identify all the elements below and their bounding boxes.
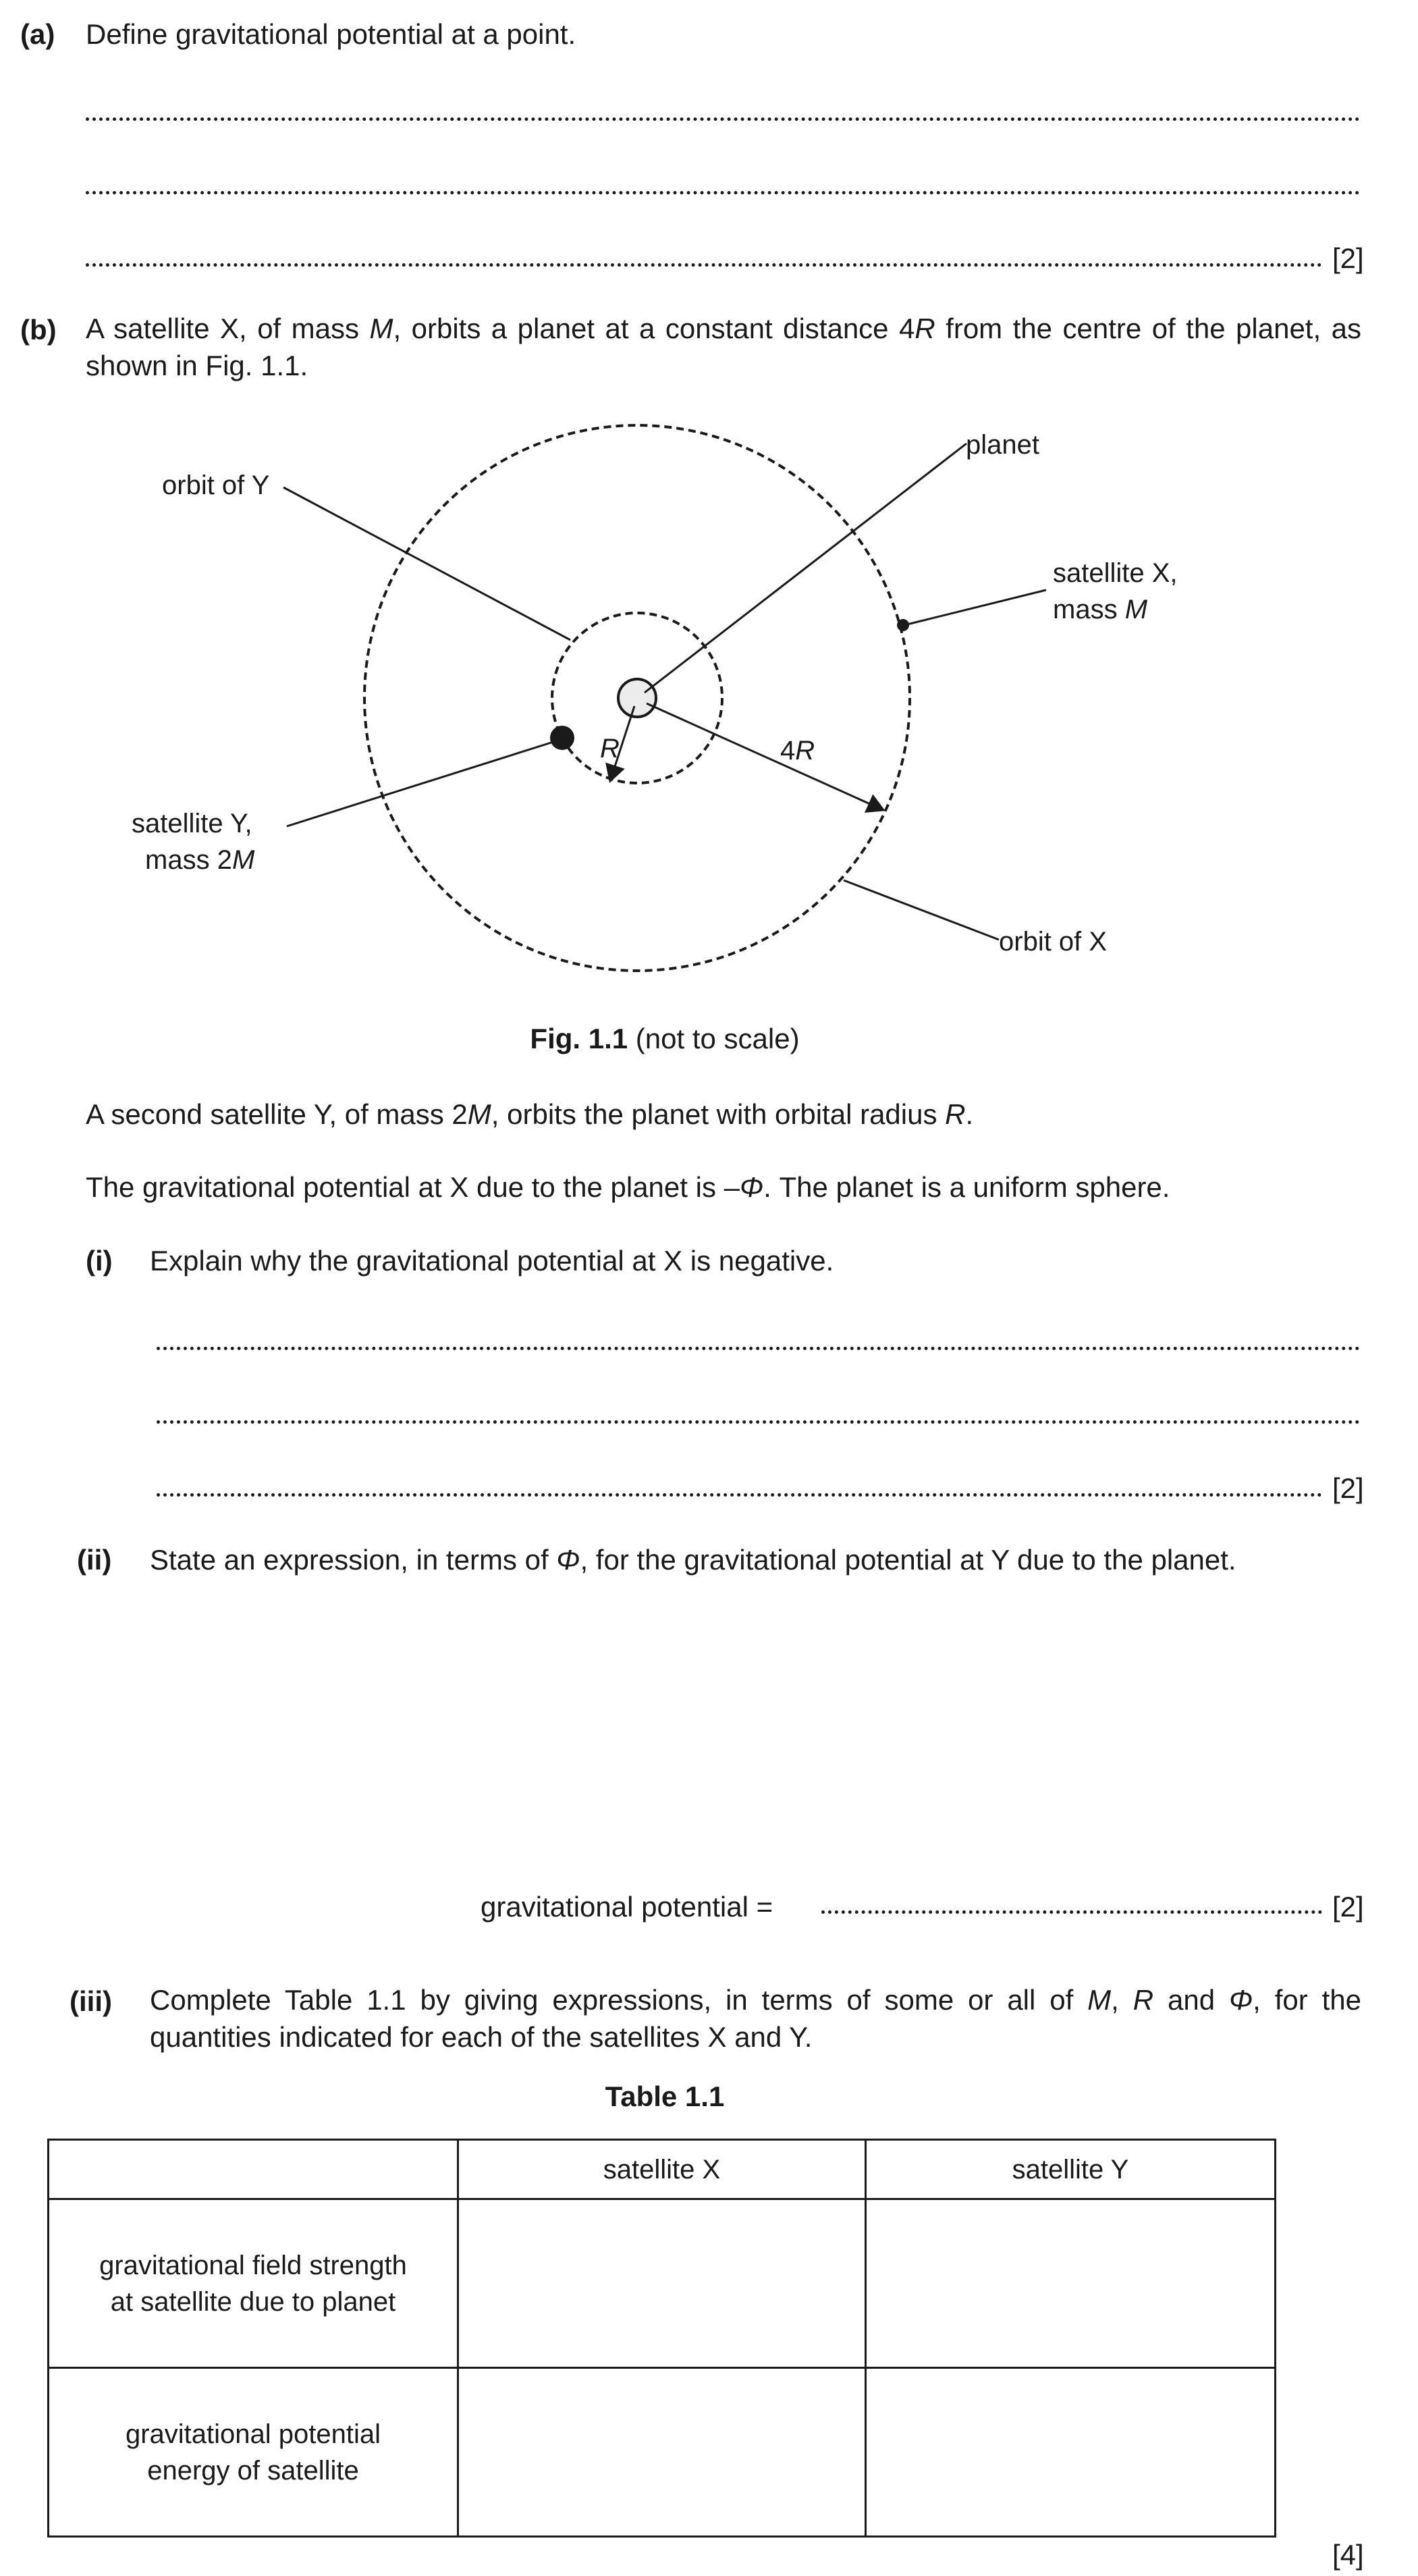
satellite-y-label-2: mass 2M: [145, 845, 255, 875]
orbit-y-label: orbit of Y: [162, 471, 270, 500]
planet-body: [618, 679, 656, 717]
answer-line-ii[interactable]: [821, 1910, 1322, 1914]
part-iii-label: (iii): [70, 1985, 112, 2017]
part-i-label: (i): [86, 1245, 113, 1277]
row-label-potential-energy: gravitational potential energy of satellite: [49, 2368, 458, 2537]
answer-line-i-2[interactable]: [157, 1420, 1360, 1424]
planet-label: planet: [966, 430, 1039, 460]
table-row-field-strength: [49, 2199, 1276, 2368]
table-row-potential-energy: [49, 2368, 1276, 2537]
satellite-x-label-2: mass M: [1053, 595, 1148, 624]
cell-field-strength-x[interactable]: [458, 2199, 866, 2368]
row-label-field-strength: gravitational field strength at satellite due to planet: [49, 2199, 458, 2368]
cell-potential-energy-x[interactable]: [458, 2368, 866, 2537]
planet-leader: [645, 444, 966, 693]
marks-a: [2]: [1332, 242, 1364, 274]
radius-4r-label: 4R: [780, 736, 815, 766]
satellite-y-dot: [550, 726, 574, 750]
part-a-question: Define gravitational potential at a point.: [86, 18, 576, 50]
part-b-label: (b): [20, 314, 57, 346]
part-b-line-2: The gravitational potential at X due to the planet is –Φ. The planet is a uniform sphere.: [86, 1171, 1170, 1203]
answer-label-ii: gravitational potential =: [481, 1891, 773, 1923]
part-a-label: (a): [20, 18, 55, 50]
marks-iii: [4]: [1332, 2539, 1364, 2571]
table-header-satellite-x: satellite X: [458, 2140, 866, 2199]
table-header-row: [49, 2140, 1276, 2199]
orbit-x-leader: [844, 880, 999, 940]
table-header-empty: [49, 2140, 458, 2199]
satellite-y-leader: [287, 742, 553, 826]
part-ii-question: State an expression, in terms of Φ, for the gravitational potential at Y due to the planet.: [150, 1544, 1236, 1576]
answer-line-i-3[interactable]: [157, 1493, 1322, 1497]
cell-field-strength-y[interactable]: [866, 2199, 1276, 2368]
orbit-x-label: orbit of X: [999, 927, 1108, 957]
marks-i: [2]: [1332, 1472, 1364, 1504]
part-ii-label: (ii): [77, 1544, 112, 1576]
satellite-x-leader: [904, 590, 1046, 625]
orbit-y-leader: [283, 487, 570, 640]
part-b-line-1: A second satellite Y, of mass 2M, orbits the planet with orbital radius R.: [86, 1098, 974, 1130]
satellite-y-label-1: satellite Y,: [132, 809, 252, 838]
part-b-intro: A satellite X, of mass M, orbits a planet at a constant distance 4R from the centre of the planet, as shown in Fig. 1.1.: [86, 313, 1361, 381]
table-1-1: [47, 2139, 1276, 2538]
radius-r-label: R: [600, 734, 620, 763]
part-i-question: Explain why the gravitational potential at X is negative.: [150, 1245, 834, 1277]
radius-4r-arrow: [647, 703, 883, 810]
satellite-x-label-1: satellite X,: [1053, 558, 1178, 588]
figure-1-1: [0, 0, 1418, 1013]
answer-line-i-1[interactable]: [157, 1347, 1360, 1350]
table-title: Table 1.1: [605, 2081, 725, 2112]
table-header-satellite-y: satellite Y: [866, 2140, 1276, 2199]
part-iii-question: Complete Table 1.1 by giving expressions, in terms of some or all of M, R and Φ, for the quantities indicated for each of the satellites X and Y.: [150, 1984, 1361, 2053]
figure-caption: Fig. 1.1 (not to scale): [530, 1023, 800, 1054]
cell-potential-energy-y[interactable]: [866, 2368, 1276, 2537]
marks-ii: [2]: [1332, 1891, 1364, 1923]
